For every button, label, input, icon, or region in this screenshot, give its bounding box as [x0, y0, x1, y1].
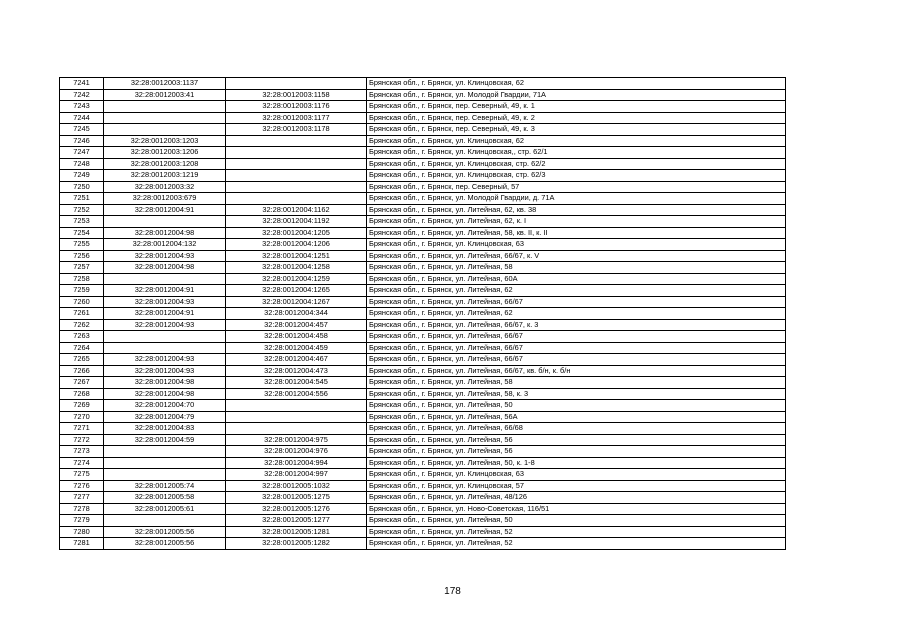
row-number-cell: 7258	[60, 273, 104, 285]
address-cell: Брянская обл., г. Брянск, ул. Литейная, 50	[367, 400, 786, 412]
address-cell: Брянская обл., г. Брянск, ул. Литейная, 62	[367, 285, 786, 297]
object-number-cell	[226, 170, 367, 182]
address-cell: Брянская обл., г. Брянск, ул. Клинцовская, 63	[367, 469, 786, 481]
cadastral-number-cell: 32:28:0012004:79	[104, 411, 226, 423]
address-cell: Брянская обл., г. Брянск, пер. Северный, 49, к. 2	[367, 112, 786, 124]
cadastral-number-cell: 32:28:0012003:1137	[104, 78, 226, 90]
table-row	[60, 331, 786, 343]
cadastral-number-cell	[104, 331, 226, 343]
row-number-cell: 7248	[60, 158, 104, 170]
object-number-cell	[226, 411, 367, 423]
cadastral-number-cell: 32:28:0012003:1208	[104, 158, 226, 170]
cadastral-number-cell: 32:28:0012003:32	[104, 181, 226, 193]
cadastral-number-cell: 32:28:0012003:1219	[104, 170, 226, 182]
object-number-cell: 32:28:0012004:556	[226, 388, 367, 400]
object-number-cell: 32:28:0012004:1265	[226, 285, 367, 297]
address-cell: Брянская обл., г. Брянск, ул. Литейная, 58, кв. II, к. II	[367, 227, 786, 239]
table-row	[60, 308, 786, 320]
cadastral-number-cell: 32:28:0012004:132	[104, 239, 226, 251]
address-cell: Брянская обл., г. Брянск, ул. Клинцовская, 57	[367, 480, 786, 492]
row-number-cell: 7265	[60, 354, 104, 366]
table-row	[60, 112, 786, 124]
address-cell: Брянская обл., г. Брянск, ул. Литейная, 62, к. I	[367, 216, 786, 228]
address-cell: Брянская обл., г. Брянск, ул. Литейная, 50	[367, 515, 786, 527]
row-number-cell: 7268	[60, 388, 104, 400]
row-number-cell: 7253	[60, 216, 104, 228]
row-number-cell: 7271	[60, 423, 104, 435]
address-cell: Брянская обл., г. Брянск, ул. Молодой Гвардии, д. 71А	[367, 193, 786, 205]
address-cell: Брянская обл., г. Брянск, ул. Молодой Гвардии, 71А	[367, 89, 786, 101]
object-number-cell: 32:28:0012003:1178	[226, 124, 367, 136]
table-row	[60, 193, 786, 205]
address-cell: Брянская обл., г. Брянск, ул. Клинцовская,, стр. 62/1	[367, 147, 786, 159]
object-number-cell: 32:28:0012004:976	[226, 446, 367, 458]
object-number-cell: 32:28:0012004:1267	[226, 296, 367, 308]
cadastral-number-cell: 32:28:0012004:93	[104, 296, 226, 308]
cadastral-number-cell: 32:28:0012004:93	[104, 250, 226, 262]
table-row	[60, 262, 786, 274]
table-row	[60, 285, 786, 297]
address-cell: Брянская обл., г. Брянск, ул. Ново-Советская, 116/51	[367, 503, 786, 515]
row-number-cell: 7270	[60, 411, 104, 423]
row-number-cell: 7279	[60, 515, 104, 527]
cadastral-number-cell: 32:28:0012004:83	[104, 423, 226, 435]
row-number-cell: 7242	[60, 89, 104, 101]
table-row	[60, 147, 786, 159]
address-cell: Брянская обл., г. Брянск, ул. Клинцовская, 62	[367, 135, 786, 147]
address-cell: Брянская обл., г. Брянск, ул. Клинцовская, стр. 62/2	[367, 158, 786, 170]
cadastral-number-cell: 32:28:0012005:74	[104, 480, 226, 492]
table-row	[60, 101, 786, 113]
object-number-cell: 32:28:0012004:1206	[226, 239, 367, 251]
row-number-cell: 7281	[60, 538, 104, 550]
table-row	[60, 388, 786, 400]
object-number-cell	[226, 423, 367, 435]
address-cell: Брянская обл., г. Брянск, пер. Северный, 57	[367, 181, 786, 193]
address-cell: Брянская обл., г. Брянск, ул. Литейная, 48/126	[367, 492, 786, 504]
row-number-cell: 7250	[60, 181, 104, 193]
row-number-cell: 7247	[60, 147, 104, 159]
address-cell: Брянская обл., г. Брянск, ул. Клинцовская, 63	[367, 239, 786, 251]
row-number-cell: 7257	[60, 262, 104, 274]
row-number-cell: 7249	[60, 170, 104, 182]
object-number-cell: 32:28:0012004:457	[226, 319, 367, 331]
table-row	[60, 400, 786, 412]
row-number-cell: 7251	[60, 193, 104, 205]
object-number-cell: 32:28:0012004:1258	[226, 262, 367, 274]
table-row	[60, 492, 786, 504]
row-number-cell: 7272	[60, 434, 104, 446]
object-number-cell	[226, 135, 367, 147]
address-cell: Брянская обл., г. Брянск, ул. Литейная, 58, к. 3	[367, 388, 786, 400]
table-row	[60, 411, 786, 423]
row-number-cell: 7245	[60, 124, 104, 136]
object-number-cell: 32:28:0012004:545	[226, 377, 367, 389]
row-number-cell: 7280	[60, 526, 104, 538]
object-number-cell	[226, 78, 367, 90]
object-number-cell: 32:28:0012005:1275	[226, 492, 367, 504]
object-number-cell: 32:28:0012005:1276	[226, 503, 367, 515]
cadastral-number-cell	[104, 124, 226, 136]
row-number-cell: 7278	[60, 503, 104, 515]
object-number-cell: 32:28:0012004:344	[226, 308, 367, 320]
row-number-cell: 7266	[60, 365, 104, 377]
table-row	[60, 135, 786, 147]
cadastral-number-cell: 32:28:0012004:98	[104, 377, 226, 389]
row-number-cell: 7263	[60, 331, 104, 343]
address-cell: Брянская обл., г. Брянск, ул. Литейная, 50, к. 1-8	[367, 457, 786, 469]
object-number-cell: 32:28:0012003:1158	[226, 89, 367, 101]
object-number-cell: 32:28:0012003:1177	[226, 112, 367, 124]
cadastral-number-cell: 32:28:0012004:98	[104, 262, 226, 274]
cadastral-number-cell	[104, 469, 226, 481]
cadastral-number-cell: 32:28:0012005:56	[104, 538, 226, 550]
object-number-cell: 32:28:0012004:473	[226, 365, 367, 377]
table-row	[60, 526, 786, 538]
address-cell: Брянская обл., г. Брянск, ул. Литейная, 58	[367, 262, 786, 274]
object-number-cell: 32:28:0012004:997	[226, 469, 367, 481]
address-cell: Брянская обл., г. Брянск, ул. Литейная, 66/67	[367, 342, 786, 354]
address-cell: Брянская обл., г. Брянск, ул. Литейная, 52	[367, 526, 786, 538]
object-number-cell: 32:28:0012005:1277	[226, 515, 367, 527]
cadastral-number-cell	[104, 112, 226, 124]
cadastral-number-cell: 32:28:0012003:41	[104, 89, 226, 101]
table-row	[60, 78, 786, 90]
object-number-cell	[226, 158, 367, 170]
table-row	[60, 239, 786, 251]
address-cell: Брянская обл., г. Брянск, ул. Литейная, 56	[367, 434, 786, 446]
row-number-cell: 7243	[60, 101, 104, 113]
table-row	[60, 158, 786, 170]
row-number-cell: 7267	[60, 377, 104, 389]
table-row	[60, 170, 786, 182]
row-number-cell: 7252	[60, 204, 104, 216]
address-cell: Брянская обл., г. Брянск, ул. Литейная, 66/67, к. 3	[367, 319, 786, 331]
address-cell: Брянская обл., г. Брянск, ул. Литейная, 66/67	[367, 331, 786, 343]
address-cell: Брянская обл., г. Брянск, ул. Литейная, 66/67, кв. б/н, к. б/н	[367, 365, 786, 377]
object-number-cell: 32:28:0012004:1162	[226, 204, 367, 216]
object-number-cell: 32:28:0012004:994	[226, 457, 367, 469]
row-number-cell: 7260	[60, 296, 104, 308]
row-number-cell: 7274	[60, 457, 104, 469]
object-number-cell: 32:28:0012004:458	[226, 331, 367, 343]
table-row	[60, 296, 786, 308]
row-number-cell: 7261	[60, 308, 104, 320]
object-number-cell: 32:28:0012005:1032	[226, 480, 367, 492]
table-row	[60, 250, 786, 262]
cadastral-number-cell	[104, 446, 226, 458]
row-number-cell: 7246	[60, 135, 104, 147]
table-row	[60, 342, 786, 354]
cadastral-number-cell: 32:28:0012004:70	[104, 400, 226, 412]
object-number-cell: 32:28:0012004:459	[226, 342, 367, 354]
table-row	[60, 181, 786, 193]
row-number-cell: 7276	[60, 480, 104, 492]
row-number-cell: 7275	[60, 469, 104, 481]
cadastral-number-cell: 32:28:0012004:91	[104, 285, 226, 297]
cadastral-number-cell: 32:28:0012004:93	[104, 354, 226, 366]
object-number-cell: 32:28:0012004:1259	[226, 273, 367, 285]
table-row	[60, 89, 786, 101]
row-number-cell: 7256	[60, 250, 104, 262]
address-cell: Брянская обл., г. Брянск, ул. Литейная, 60А	[367, 273, 786, 285]
table-row	[60, 204, 786, 216]
address-cell: Брянская обл., г. Брянск, ул. Клинцовская, стр. 62/3	[367, 170, 786, 182]
table-row	[60, 503, 786, 515]
address-cell: Брянская обл., г. Брянск, пер. Северный, 49, к. 1	[367, 101, 786, 113]
object-number-cell: 32:28:0012004:1192	[226, 216, 367, 228]
table-row	[60, 273, 786, 285]
address-cell: Брянская обл., г. Брянск, ул. Литейная, 66/67	[367, 296, 786, 308]
cadastral-number-cell	[104, 342, 226, 354]
cadastral-number-cell	[104, 216, 226, 228]
row-number-cell: 7259	[60, 285, 104, 297]
cadastral-number-cell	[104, 457, 226, 469]
address-cell: Брянская обл., г. Брянск, ул. Литейная, 58	[367, 377, 786, 389]
cadastral-number-cell: 32:28:0012005:56	[104, 526, 226, 538]
table-row	[60, 377, 786, 389]
cadastral-number-cell: 32:28:0012004:91	[104, 308, 226, 320]
object-number-cell: 32:28:0012004:467	[226, 354, 367, 366]
object-number-cell: 32:28:0012004:1251	[226, 250, 367, 262]
object-number-cell	[226, 147, 367, 159]
table-row	[60, 216, 786, 228]
cadastral-number-cell: 32:28:0012004:98	[104, 227, 226, 239]
cadastral-number-cell: 32:28:0012005:58	[104, 492, 226, 504]
table-row	[60, 434, 786, 446]
table-row	[60, 319, 786, 331]
table-row	[60, 124, 786, 136]
row-number-cell: 7241	[60, 78, 104, 90]
cadastral-number-cell: 32:28:0012004:93	[104, 365, 226, 377]
row-number-cell: 7254	[60, 227, 104, 239]
address-cell: Брянская обл., г. Брянск, ул. Литейная, 52	[367, 538, 786, 550]
table-row	[60, 538, 786, 550]
cadastral-number-cell: 32:28:0012004:93	[104, 319, 226, 331]
cadastral-number-cell: 32:28:0012004:59	[104, 434, 226, 446]
address-cell: Брянская обл., г. Брянск, ул. Клинцовская, 62	[367, 78, 786, 90]
row-number-cell: 7273	[60, 446, 104, 458]
cadastral-number-cell	[104, 101, 226, 113]
address-cell: Брянская обл., г. Брянск, ул. Литейная, 66/68	[367, 423, 786, 435]
table-row	[60, 480, 786, 492]
cadastral-number-cell	[104, 273, 226, 285]
object-number-cell: 32:28:0012003:1176	[226, 101, 367, 113]
row-number-cell: 7269	[60, 400, 104, 412]
address-cell: Брянская обл., г. Брянск, пер. Северный, 49, к. 3	[367, 124, 786, 136]
cadastral-number-cell: 32:28:0012003:1206	[104, 147, 226, 159]
row-number-cell: 7264	[60, 342, 104, 354]
row-number-cell: 7244	[60, 112, 104, 124]
address-cell: Брянская обл., г. Брянск, ул. Литейная, 66/67	[367, 354, 786, 366]
cadastral-number-cell: 32:28:0012005:61	[104, 503, 226, 515]
object-number-cell: 32:28:0012004:1205	[226, 227, 367, 239]
table-row	[60, 227, 786, 239]
object-number-cell: 32:28:0012005:1281	[226, 526, 367, 538]
cadastral-number-cell: 32:28:0012004:91	[104, 204, 226, 216]
table-row	[60, 365, 786, 377]
cadastral-table-body	[60, 78, 786, 550]
object-number-cell	[226, 193, 367, 205]
object-number-cell: 32:28:0012005:1282	[226, 538, 367, 550]
object-number-cell	[226, 181, 367, 193]
address-cell: Брянская обл., г. Брянск, ул. Литейная, 62, кв. 38	[367, 204, 786, 216]
address-cell: Брянская обл., г. Брянск, ул. Литейная, 62	[367, 308, 786, 320]
address-cell: Брянская обл., г. Брянск, ул. Литейная, 56	[367, 446, 786, 458]
table-row	[60, 354, 786, 366]
cadastral-number-cell: 32:28:0012003:679	[104, 193, 226, 205]
row-number-cell: 7277	[60, 492, 104, 504]
page-number: 178	[444, 586, 461, 597]
cadastral-table	[59, 77, 786, 550]
table-row	[60, 515, 786, 527]
cadastral-number-cell: 32:28:0012003:1203	[104, 135, 226, 147]
object-number-cell: 32:28:0012004:975	[226, 434, 367, 446]
row-number-cell: 7255	[60, 239, 104, 251]
cadastral-number-cell: 32:28:0012004:98	[104, 388, 226, 400]
table-row	[60, 469, 786, 481]
table-row	[60, 446, 786, 458]
address-cell: Брянская обл., г. Брянск, ул. Литейная, 66/67, к. V	[367, 250, 786, 262]
row-number-cell: 7262	[60, 319, 104, 331]
table-row	[60, 423, 786, 435]
cadastral-number-cell	[104, 515, 226, 527]
address-cell: Брянская обл., г. Брянск, ул. Литейная, 56А	[367, 411, 786, 423]
object-number-cell	[226, 400, 367, 412]
table-row	[60, 457, 786, 469]
